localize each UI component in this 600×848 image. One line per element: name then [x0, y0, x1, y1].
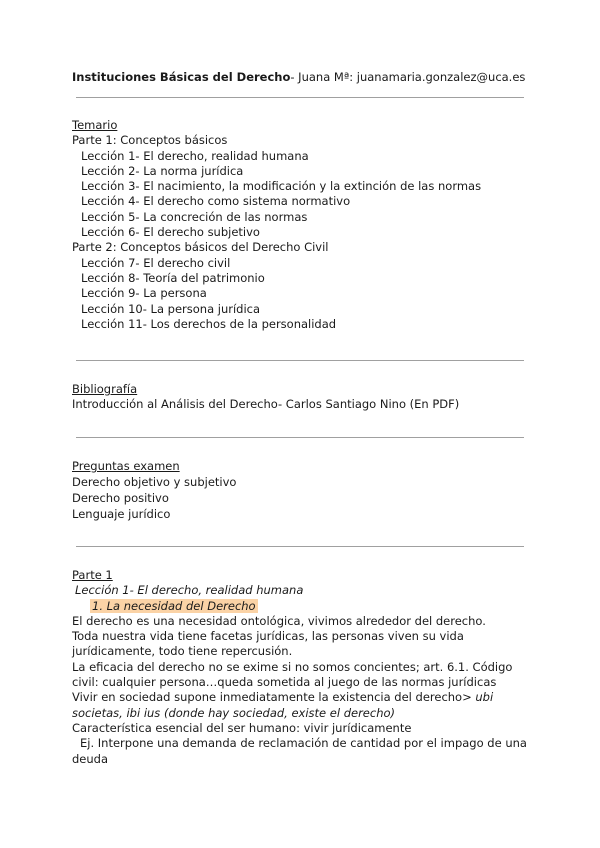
body-line: civil: cualquier persona…queda sometida al juego de las normas jurídicas — [72, 675, 497, 690]
leccion-heading: Lección 1- El derecho, realidad humana — [75, 583, 304, 598]
bibliografia-title: Bibliografía — [72, 382, 138, 396]
list-item: Lección 10- La persona jurídica — [81, 301, 261, 316]
parte2-heading: Parte 2: Conceptos básicos del Derecho Civil — [72, 240, 329, 255]
parte1-title: Parte 1 — [72, 568, 113, 582]
body-line: El derecho es una necesidad ontológica, vivimos alrededor del derecho. — [72, 613, 486, 628]
divider — [76, 437, 524, 438]
list-item: Lección 11- Los derechos de la personalidad — [81, 316, 337, 331]
preguntas-section — [72, 459, 532, 522]
list-item: Lección 1- El derecho, realidad humana — [81, 148, 309, 163]
list-item: Lección 6- El derecho subjetivo — [81, 225, 260, 240]
body-line — [72, 690, 532, 705]
list-item: Lección 2- La norma jurídica — [81, 163, 244, 178]
latin-phrase-cont: societas, ibi ius (donde hay sociedad, existe el derecho) — [72, 705, 396, 720]
course-title: Instituciones Básicas del Derecho — [72, 70, 291, 84]
bibliografia-item: Introducción al Análisis del Derecho- Carlos Santiago Nino (En PDF) — [72, 397, 460, 412]
latin-phrase: ubi — [475, 690, 494, 705]
body-line: La eficacia del derecho no se exime si no somos concientes; art. 6.1. Código — [72, 659, 513, 674]
highlighted-subheading: 1. La necesidad del Derecho — [92, 598, 256, 613]
vivir-text: Vivir en sociedad supone inmediatamente la existencia del derecho> — [72, 690, 476, 705]
author-email: - Juana Mª: juanamaria.gonzalez@uca.es — [290, 70, 526, 84]
list-item: Lección 4- El derecho como sistema normativo — [81, 194, 351, 209]
list-item: Derecho positivo — [72, 491, 169, 506]
bibliografia-section — [72, 382, 532, 413]
list-item: Lección 9- La persona — [81, 286, 207, 301]
parte1-body — [72, 568, 532, 767]
body-line: jurídicamente, todo tiene repercusión. — [72, 644, 293, 659]
divider — [76, 546, 524, 547]
temario-title: Temario — [72, 118, 118, 132]
example-line: Ej. Interpone una demanda de reclamación de cantidad por el impago de una — [80, 736, 527, 751]
list-item: Lección 8- Teoría del patrimonio — [81, 270, 265, 285]
document-header — [72, 70, 525, 84]
preguntas-title: Preguntas examen — [72, 459, 180, 473]
divider — [76, 97, 524, 98]
list-item: Lección 5- La concreción de las normas — [81, 209, 308, 224]
list-item: Lección 7- El derecho civil — [81, 255, 231, 270]
list-item: Lección 3- El nacimiento, la modificación y la extinción de las normas — [81, 179, 482, 194]
temario-section — [72, 118, 532, 332]
body-line: Toda nuestra vida tiene facetas jurídicas, las personas viven su vida — [72, 629, 464, 644]
list-item: Derecho objetivo y subjetivo — [72, 475, 237, 490]
list-item: Lenguaje jurídico — [72, 507, 171, 522]
parte1-heading: Parte 1: Conceptos básicos — [72, 133, 228, 148]
example-line: deuda — [72, 751, 109, 766]
body-line: Característica esencial del ser humano: vivir jurídicamente — [72, 720, 412, 735]
divider — [76, 360, 524, 361]
